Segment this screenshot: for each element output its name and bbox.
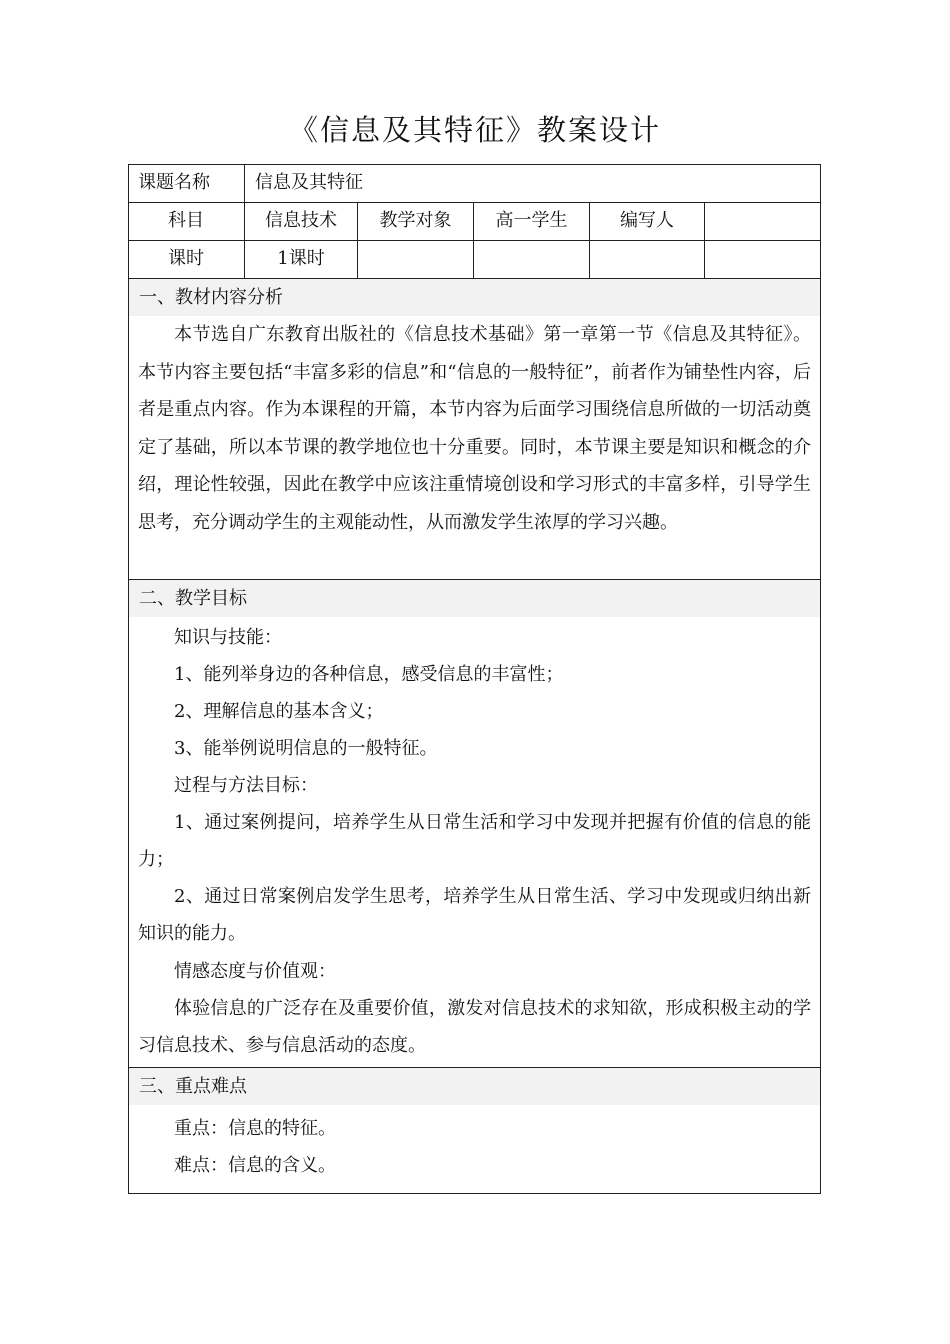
- objective-process-1: 1、通过案例提问，培养学生从日常生活和学习中发现并把握有价值的信息的能力；: [138, 812, 811, 870]
- lesson-plan-table: [128, 164, 821, 1194]
- objective-attitude-1: 体验信息的广泛存在及重要价值，激发对信息技术的求知欲，形成积极主动的学习信息技术、参与信息活动的态度。: [138, 998, 811, 1056]
- topic-label: 课题名称: [138, 172, 210, 193]
- content-analysis-text: 本节选自广东教育出版社的《信息技术基础》第一章第一节《信息及其特征》。本节内容主要包括“丰富多彩的信息”和“信息的一般特征”，前者作为铺垫性内容，后者是重点内容。作为本课程的开篇，本节内容为后面学习围绕信息所做的一切活动奠定了基础，所以本节课的教学地位也十分重要。同时，本节课主要是知识和概念的介绍，理论性较强，因此在教学中应该注重情境创设和学习形式的丰富多样，引导学生思考，充分调动学生的主观能动性，从而激发学生浓厚的学习兴趣。: [138, 324, 811, 533]
- objective-knowledge-3: 3、能举例说明信息的一般特征。: [174, 738, 438, 759]
- objective-attitude-heading: 情感态度与价值观：: [174, 961, 336, 982]
- objective-process-heading: 过程与方法目标：: [174, 775, 318, 796]
- objective-knowledge-2: 2、理解信息的基本含义；: [174, 701, 384, 722]
- subject-value: 信息技术: [265, 210, 337, 231]
- hours-value: 1课时: [277, 248, 325, 269]
- audience-label: 教学对象: [379, 210, 452, 231]
- author-label: 编写人: [620, 210, 674, 231]
- hours-label: 课时: [168, 248, 204, 269]
- document-title: 《信息及其特征》教案设计: [288, 113, 661, 147]
- author-value: [705, 202, 820, 240]
- audience-value: 高一学生: [495, 210, 568, 231]
- section-title: 三、重点难点: [139, 1076, 247, 1097]
- section-title: 二、教学目标: [139, 588, 247, 609]
- key-point: 重点：信息的特征。: [174, 1118, 336, 1139]
- section-objectives-header: [129, 580, 820, 617]
- section-key-points-header: [129, 1068, 820, 1105]
- subject-label: 科目: [168, 210, 204, 231]
- difficult-point: 难点：信息的含义。: [174, 1155, 336, 1176]
- topic-value: 信息及其特征: [255, 172, 363, 193]
- objective-process-2: 2、通过日常案例启发学生思考，培养学生从日常生活、学习中发现或归纳出新知识的能力。: [138, 886, 811, 944]
- objective-knowledge-1: 1、能列举身边的各种信息，感受信息的丰富性；: [174, 664, 564, 685]
- section-title: 一、教材内容分析: [139, 287, 283, 308]
- objective-knowledge-heading: 知识与技能：: [174, 627, 282, 648]
- section-content-analysis-header: [129, 279, 820, 316]
